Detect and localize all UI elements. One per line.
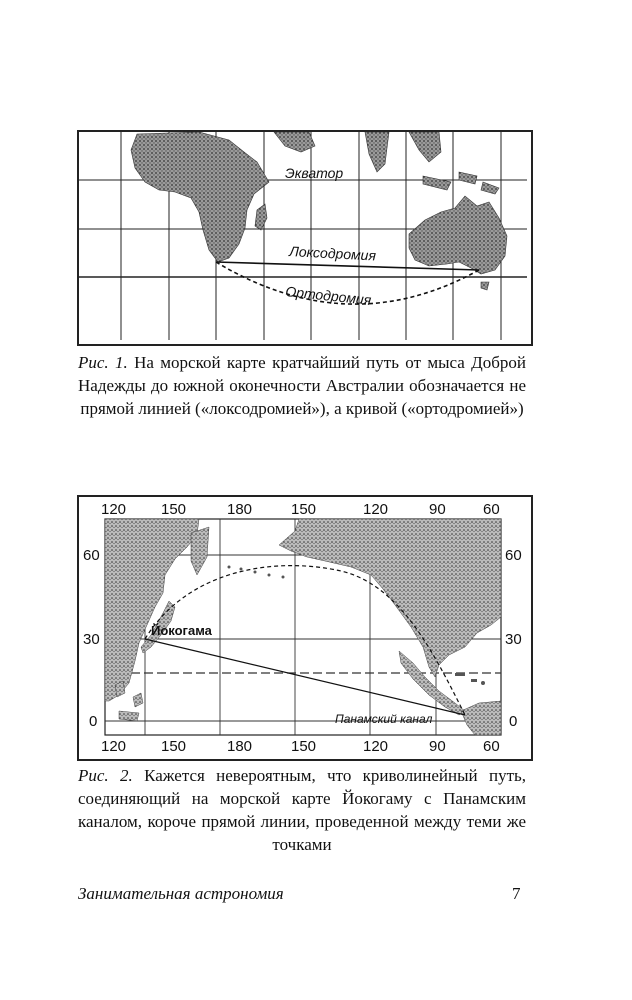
caribbean-islands — [455, 673, 485, 685]
yokohama-label: Йокогама — [151, 623, 212, 638]
right-scale-30: 30 — [505, 631, 522, 648]
equator-label: Экватор — [285, 165, 344, 181]
bottom-scale-60: 60 — [483, 738, 500, 755]
top-scale-120a: 120 — [101, 501, 127, 518]
southeast-asia-islands — [115, 681, 143, 721]
running-footer-title: Занимательная астрономия — [78, 884, 284, 903]
australia-landmass — [409, 196, 507, 274]
left-scale-60: 60 — [83, 547, 100, 564]
figure-2-caption — [78, 764, 526, 856]
panama-canal-label: Панамский канал — [335, 712, 433, 726]
left-scale-30: 30 — [83, 631, 100, 648]
aleutian-islands — [228, 566, 285, 579]
left-scale-0: 0 — [89, 713, 98, 730]
figure-1-svg — [79, 132, 527, 340]
figure-2-caption-text: Кажется невероятным, что криволинейный путь, соединяющий на морской карте Йокогаму с Панамским каналом, короче прямой линии, проведенной между теми же точками — [78, 766, 526, 854]
top-scale-150a: 150 — [161, 501, 187, 518]
kamchatka-landmass — [191, 527, 209, 575]
page-number: 7 — [512, 884, 521, 903]
south-america-landmass — [461, 701, 501, 735]
top-scale-180: 180 — [227, 501, 253, 518]
bottom-scale-90: 90 — [429, 738, 446, 755]
figure-1-map — [77, 130, 533, 346]
bottom-scale-120a: 120 — [101, 738, 127, 755]
bottom-scale-180: 180 — [227, 738, 253, 755]
tasmania-landmass — [481, 282, 489, 290]
top-scale-60: 60 — [483, 501, 500, 518]
orthodrome-label: Ортодромия — [284, 283, 373, 308]
figure-2-number: Рис. 2. — [78, 766, 133, 785]
madagascar-landmass — [255, 204, 267, 230]
top-scale-150b: 150 — [291, 501, 317, 518]
bottom-scale-150b: 150 — [291, 738, 317, 755]
figure-1-caption-text: На морской карте кратчайший путь от мыса Доброй Надежды до южной оконечности Австралии обозначается не прямой линией («локсодромией»), а кривой («ортодромией») — [78, 353, 527, 418]
figure-1-caption — [78, 351, 526, 420]
top-scale-120b: 120 — [363, 501, 389, 518]
africa-landmass — [131, 132, 269, 262]
bottom-scale-150a: 150 — [161, 738, 187, 755]
right-scale-0: 0 — [509, 713, 518, 730]
figure-2-map — [77, 495, 533, 761]
bottom-scale-120b: 120 — [363, 738, 389, 755]
north-america-landmass — [279, 519, 501, 677]
right-scale-60: 60 — [505, 547, 522, 564]
figure-2-svg — [79, 497, 527, 755]
figure-1-number: Рис. 1. — [78, 353, 128, 372]
loxodrome-label: Локсодромия — [288, 243, 377, 264]
southeast-asia-landmass — [409, 132, 499, 194]
asia-landmass — [105, 519, 199, 701]
top-scale-90: 90 — [429, 501, 446, 518]
